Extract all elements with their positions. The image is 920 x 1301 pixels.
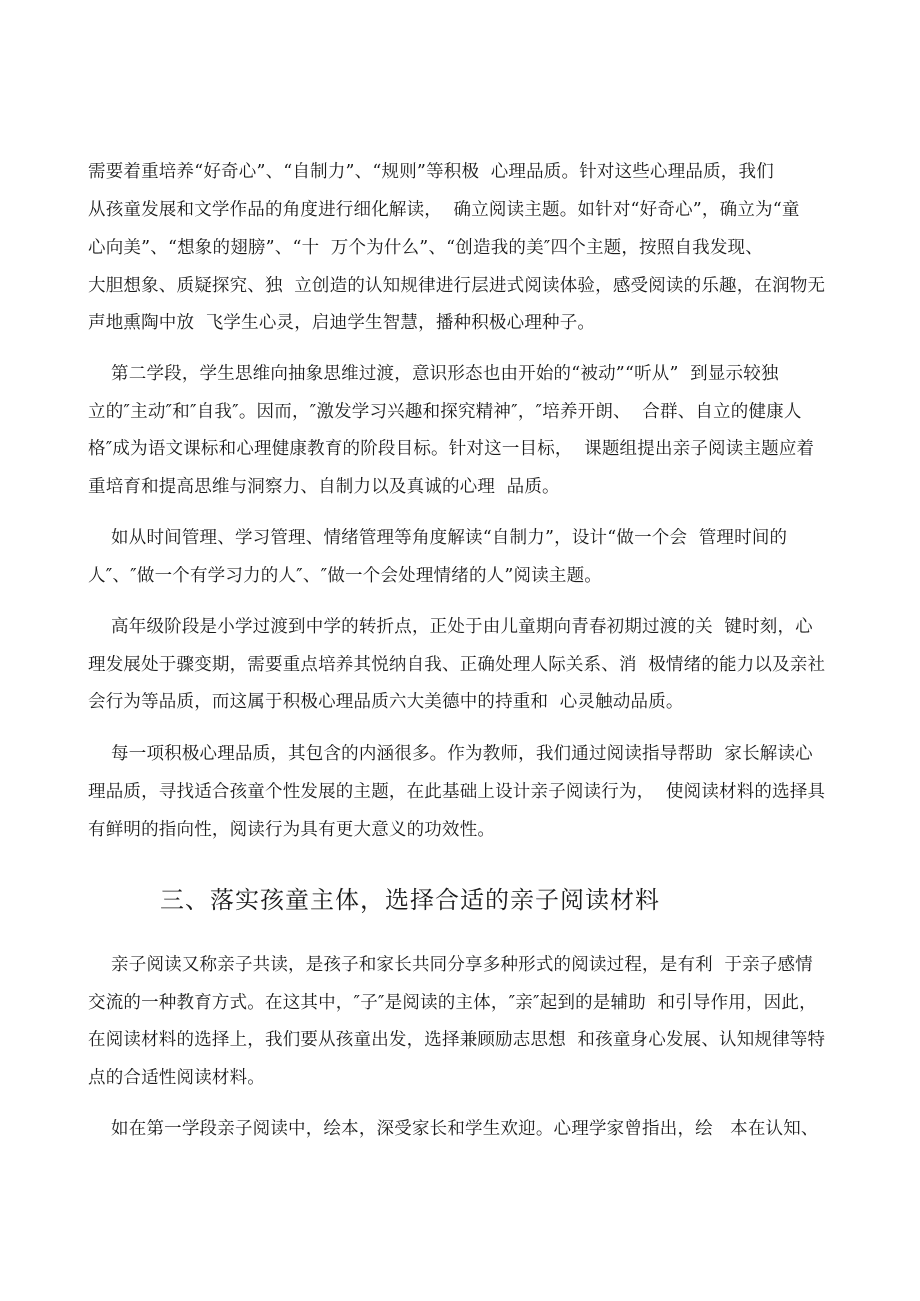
paragraph-1-line-3: 心向美”、“想象的翅膀”、“十 万个为什么”、“创造我的美″四个主题，按照自我发现、: [88, 238, 763, 258]
paragraph-3-line-2: 人″、″做一个有学习力的人″、″做一个会处理情绪的人”阅读主题。: [88, 566, 602, 586]
paragraph-1-line-5: 声地熏陶中放 飞学生心灵，启迪学生智慧，播种积极心理种子。: [88, 313, 596, 333]
paragraph-4-line-2: 理发展处于骤变期，需要重点培养其悦纳自我、正确处理人际关系、消 极情绪的能力以及亲社: [88, 655, 826, 675]
paragraph-6-line-2: 交流的一种教育方式。在这其中，″子″是阅读的主体，″亲″起到的是辅助 和引导作用，因此，: [88, 993, 817, 1013]
paragraph-2-line-1: 第二学段，学生思维向抽象思维过渡，意识形态也由开始的“被动”“听从” 到显示较独: [88, 364, 779, 384]
paragraph-2-line-3: 格″成为语文课标和心理健康教育的阶段目标。针对这一目标， 课题组提出亲子阅读主题应着: [88, 439, 815, 459]
paragraph-5-line-1: 每一项积极心理品质，其包含的内涵很多。作为教师，我们通过阅读指导帮助 家长解读心: [88, 744, 813, 764]
paragraph-4-line-3: 会行为等品质，而这属于积极心理品质六大美德中的持重和 心灵触动品质。: [88, 692, 684, 712]
paragraph-1-line-4: 大胆想象、质疑探究、独 立创造的认知规律进行层进式阅读体验，感受阅读的乐趣，在润物无: [88, 276, 826, 296]
paragraph-4-line-1: 高年级阶段是小学过渡到中学的转折点，正处于由儿童期向青春初期过渡的关 键时刻，心: [88, 617, 813, 637]
paragraph-6-line-4: 点的合适性阅读材料。: [88, 1068, 265, 1088]
paragraph-7-line-1: 如在第一学段亲子阅读中，绘本，深受家长和学生欢迎。心理学家曾指出，绘 本在认知、: [88, 1119, 819, 1139]
paragraph-2-line-4: 重培育和提高思维与洞察力、自制力以及真诚的心理 品质。: [88, 477, 560, 497]
paragraph-1-line-1: 需要着重培养“好奇心”、“自制力”、“规则”等积极 心理品质。针对这些心理品质，我们: [88, 162, 774, 182]
paragraph-1-line-2: 从孩童发展和文学作品的角度进行细化解读， 确立阅读主题。如针对“好奇心”，确立为“童: [88, 200, 800, 220]
paragraph-3-line-1: 如从时间管理、学习管理、情绪管理等角度解读“自制力”，设计“做一个会 管理时间的: [88, 528, 788, 548]
section-heading: 三、落实孩童主体，选择合适的亲子阅读材料: [160, 886, 660, 914]
paragraph-6-line-3: 在阅读材料的选择上，我们要从孩童出发，选择兼顾励志思想 和孩童身心发展、认知规律等特: [88, 1030, 826, 1050]
paragraph-5-line-2: 理品质，寻找适合孩童个性发展的主题，在此基础上设计亲子阅读行为， 使阅读材料的选择具: [88, 782, 826, 802]
paragraph-5-line-3: 有鲜明的指向性，阅读行为具有更大意义的功效性。: [88, 820, 496, 840]
paragraph-6-line-1: 亲子阅读又称亲子共读，是孩子和家长共同分享多种形式的阅读过程，是有利 于亲子感情: [88, 955, 813, 975]
paragraph-2-line-2: 立的″主动″和″自我″。因而，″激发学习兴趣和探究精神″，″培养开朗、 合群、自立的健康人: [88, 402, 802, 422]
